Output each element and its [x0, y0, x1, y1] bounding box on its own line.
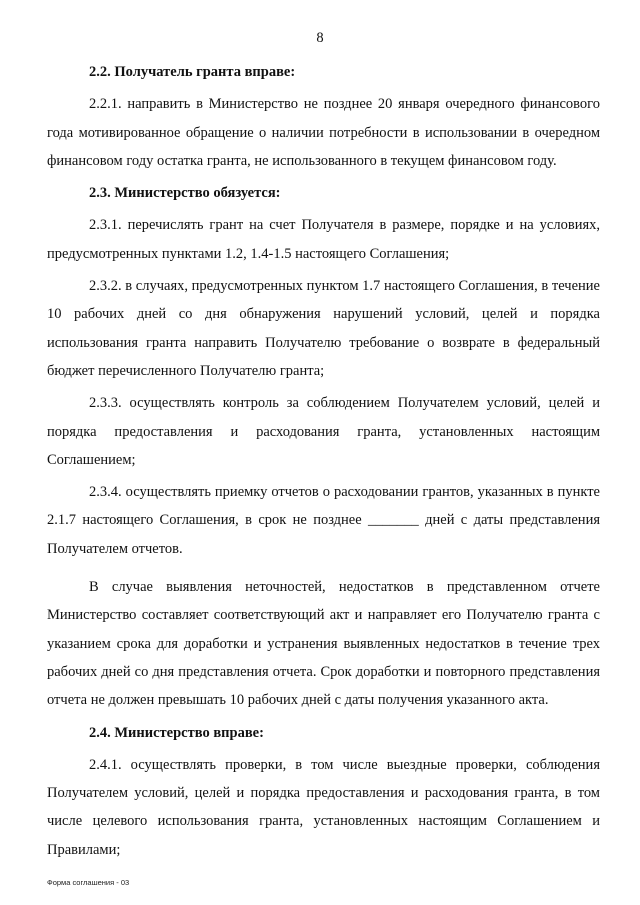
- paragraph: 2.3.2. в случаях, предусмотренных пунктом 1.7 настоящего Соглашения, в течение 10 рабочих дней со дня обнаружения нарушений условий, целей и порядка использования гранта направить Получателю требование о возврате в федеральный бюджет перечисленного Получателю гранта;: [47, 278, 600, 379]
- paragraph: 2.3.3. осуществлять контроль за соблюдением Получателем условий, целей и порядка предоставления и расходования гранта, установленных настоящим Соглашением;: [47, 395, 600, 468]
- paragraph: 2.2.1. направить в Министерство не позднее 20 января очередного финансового года мотивированное обращение о наличии потребности в использовании в очередном финансовом году остатка гранта, не использованного в текущем финансовом году.: [47, 96, 600, 169]
- section-heading: 2.4. Министерство вправе:: [89, 724, 264, 741]
- paragraph: В случае выявления неточностей, недостатков в представленном отчете Министерство составляет соответствующий акт и направляет его Получателю гранта с указанием срока для доработки и устранения выявленных недостатков в течение трех рабочих дней со дня представления отчета. Срок доработки и повторного представления отчета не должен превышать 10 рабочих дней с даты получения указанного акта.: [47, 579, 600, 709]
- page-number: 8: [316, 30, 324, 46]
- section-heading: 2.3. Министерство обязуется:: [89, 185, 281, 202]
- section-heading: 2.2. Получатель гранта вправе:: [89, 64, 296, 80]
- paragraph: 2.3.4. осуществлять приемку отчетов о расходовании грантов, указанных в пункте 2.1.7 настоящего Соглашения, в срок не позднее _______ дней с даты представления Получателем отчетов.: [47, 484, 600, 557]
- form-footer: Форма соглашения - 03: [47, 878, 130, 887]
- paragraph: 2.4.1. осуществлять проверки, в том числе выездные проверки, соблюдения Получателем условий, целей и порядка предоставления и расходования гранта, в том числе целевого использования гранта, установленных настоящим Соглашением и Правилами;: [47, 756, 600, 858]
- paragraph: 2.3.1. перечислять грант на счет Получателя в размере, порядке и на условиях, предусмотренных пунктами 1.2, 1.4-1.5 настоящего Соглашения;: [47, 217, 600, 262]
- document-body: [47, 58, 600, 868]
